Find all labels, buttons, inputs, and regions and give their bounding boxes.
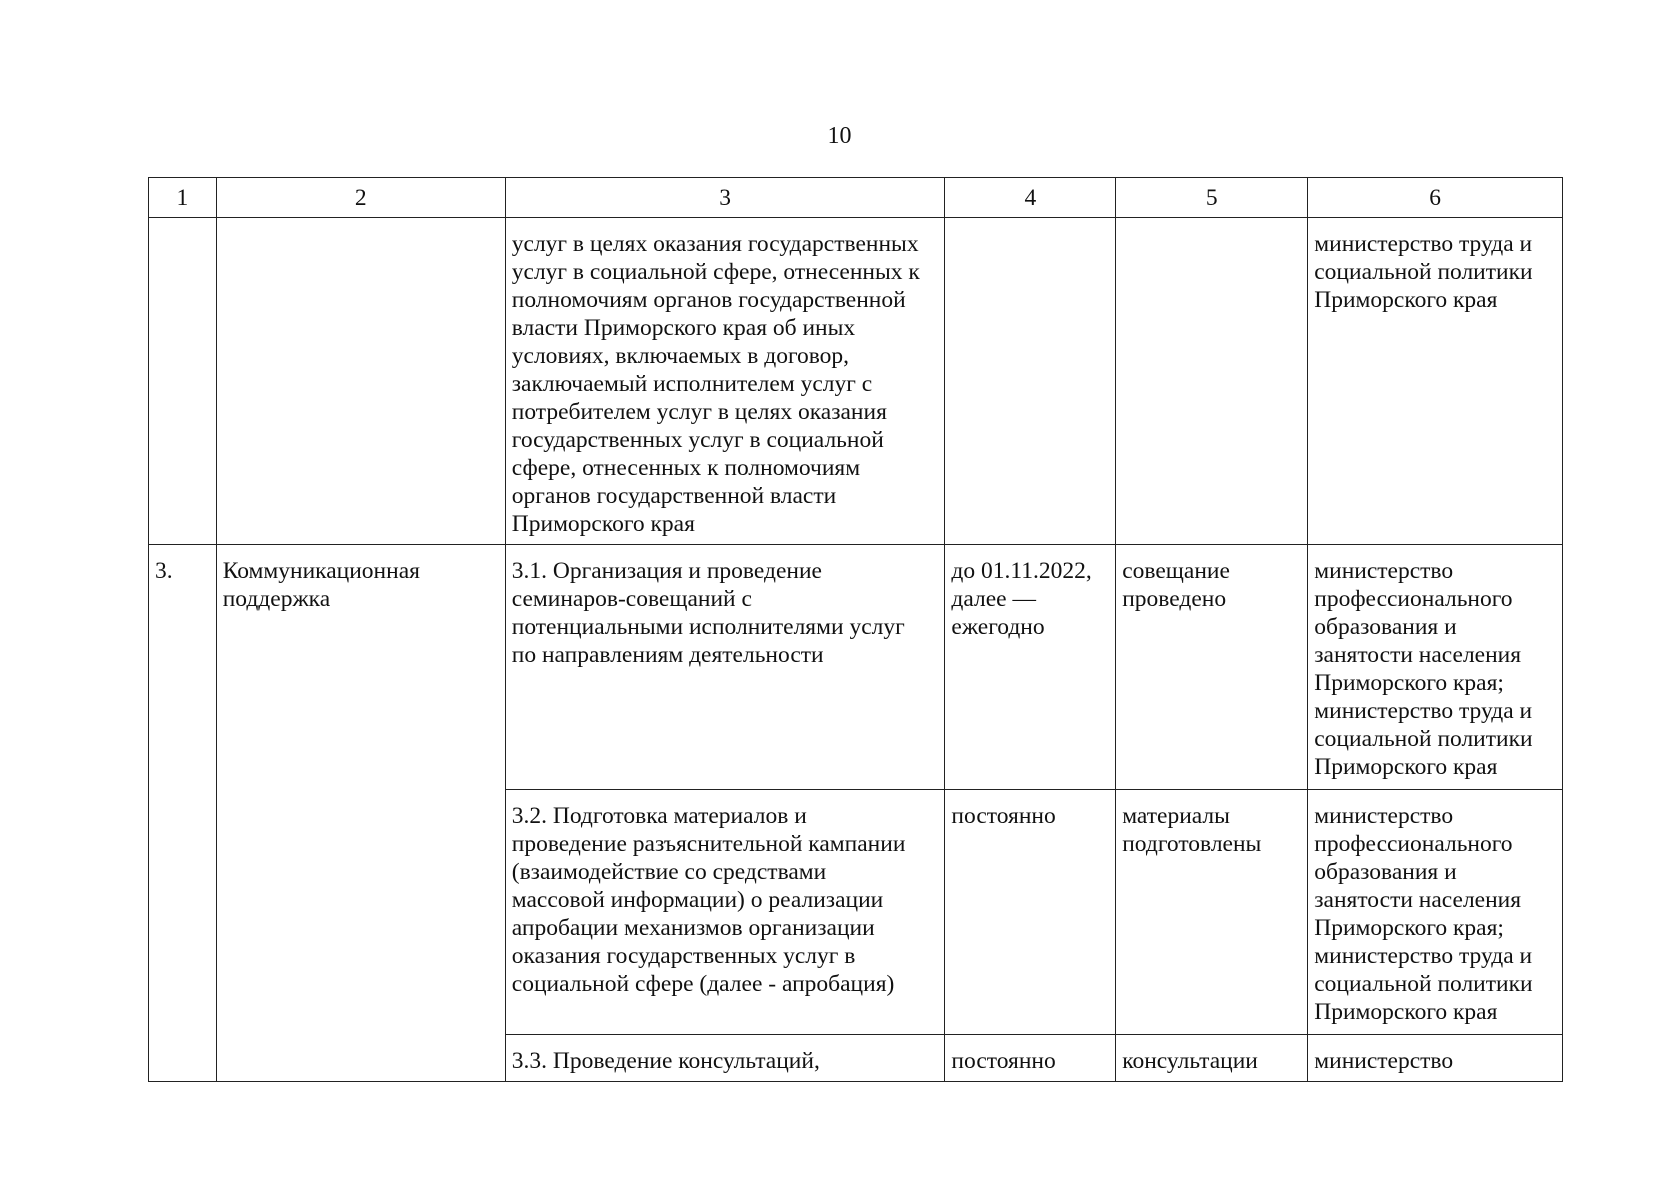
cell-result: [1116, 218, 1308, 545]
cell-deadline: постоянно: [945, 790, 1116, 1035]
header-col-1: 1: [149, 178, 217, 218]
plan-table: [148, 177, 1563, 1082]
header-col-3: 3: [505, 178, 945, 218]
cell-number: [149, 218, 217, 545]
cell-deadline: [945, 218, 1116, 545]
cell-activity: 3.1. Организация и проведение семинаров-совещаний с потенциальными исполнителями услуг по направлениям деятельности: [505, 545, 945, 790]
header-col-2: 2: [216, 178, 505, 218]
cell-activity: 3.3. Проведение консультаций,: [505, 1035, 945, 1082]
cell-section-title: Коммуникационная поддержка: [216, 545, 505, 1082]
header-col-4: 4: [945, 178, 1116, 218]
cell-activity: 3.2. Подготовка материалов и проведение разъяснительной кампании (взаимодействие со средствами массовой информации) о реализации апробации механизмов организации оказания государственных услуг в социальной сфере (далее - апробация): [505, 790, 945, 1035]
table-header-row: [149, 178, 1563, 218]
cell-result: материалы подготовлены: [1116, 790, 1308, 1035]
cell-section: [216, 218, 505, 545]
cell-responsible: министерство профессионального образования и занятости населения Приморского края; министерство труда и социальной политики Приморского края: [1308, 790, 1563, 1035]
cell-section-number: 3.: [149, 545, 217, 1082]
table-row-3-1: [149, 545, 1563, 790]
cell-responsible: министерство профессионального образования и занятости населения Приморского края; министерство труда и социальной политики Приморского края: [1308, 545, 1563, 790]
cell-deadline: постоянно: [945, 1035, 1116, 1082]
cell-deadline: до 01.11.2022, далее — ежегодно: [945, 545, 1116, 790]
cell-result: совещание проведено: [1116, 545, 1308, 790]
cell-activity: услуг в целях оказания государственных услуг в социальной сфере, отнесенных к полномочиям органов государственной власти Приморского края об иных условиях, включаемых в договор, заключаемый исполнителем услуг с потребителем услуг в целях оказания государственных услуг в социальной сфере, отнесенных к полномочиям органов государственной власти Приморского края: [505, 218, 945, 545]
header-col-6: 6: [1308, 178, 1563, 218]
header-col-5: 5: [1116, 178, 1308, 218]
cell-responsible: министерство труда и социальной политики Приморского края: [1308, 218, 1563, 545]
cell-result: консультации: [1116, 1035, 1308, 1082]
cell-responsible: министерство: [1308, 1035, 1563, 1082]
table-row-continuation: [149, 218, 1563, 545]
page-number: 10: [827, 123, 852, 149]
